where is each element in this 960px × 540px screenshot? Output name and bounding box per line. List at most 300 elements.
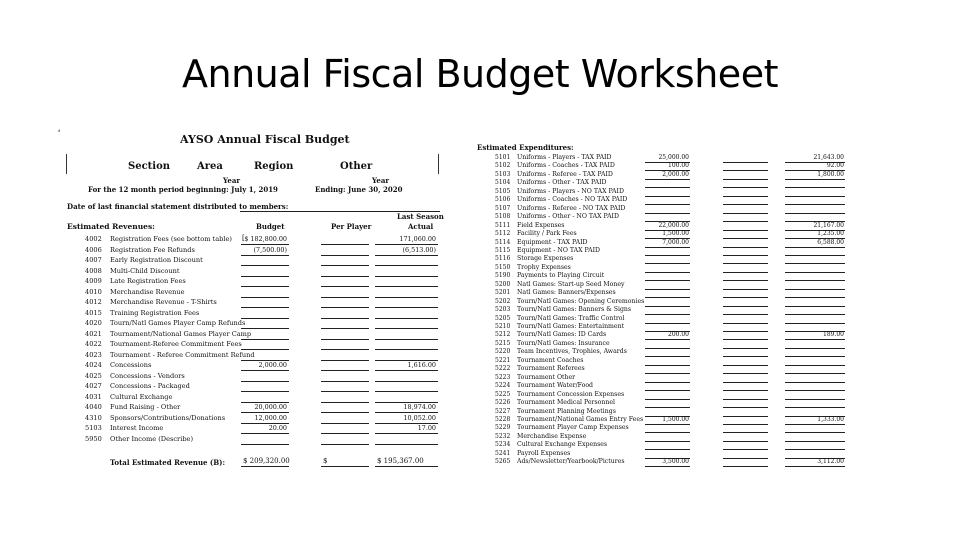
expense-budget-line bbox=[645, 323, 690, 324]
revenue-label: Tournament - Referee Commitment Refund bbox=[110, 350, 255, 359]
per-player-input-line bbox=[321, 255, 369, 256]
expense-budget-line bbox=[645, 196, 690, 197]
expense-label: Natl Games: Banners/Expenses bbox=[517, 289, 616, 297]
budget-input-line bbox=[241, 444, 289, 445]
revenue-code: 4006 bbox=[85, 245, 102, 254]
expense-code: 5220 bbox=[495, 348, 511, 356]
column-area: Area bbox=[197, 161, 223, 172]
per-player-input-line bbox=[321, 318, 369, 319]
expense-code: 5205 bbox=[495, 314, 511, 322]
expense-label: Uniforms - Other - TAX PAID bbox=[517, 179, 607, 187]
expense-actual-line bbox=[785, 255, 845, 256]
expense-label: Tournament Planning Meetings bbox=[517, 407, 616, 415]
expense-budget-line bbox=[645, 407, 690, 408]
actual-value: 1,616.00 bbox=[407, 361, 436, 369]
expense-budget-line bbox=[645, 187, 690, 188]
expense-label: Tournament Water/Food bbox=[517, 382, 594, 390]
per-player-input-line bbox=[321, 444, 369, 445]
expense-label: Tournament Other bbox=[517, 373, 576, 381]
last-statement-line: Date of last financial statement distributed to members: bbox=[67, 202, 289, 211]
budget-input-line bbox=[241, 265, 289, 266]
expense-label: Facility / Park Fees bbox=[517, 230, 577, 238]
revenue-label: Concessions bbox=[110, 361, 152, 369]
budget-value: $ 182,800.00 bbox=[244, 235, 287, 243]
actual-value: 10,052.00 bbox=[403, 413, 436, 422]
expense-label: Trophy Expenses bbox=[517, 263, 571, 271]
expense-budget-line bbox=[645, 306, 690, 307]
expense-label: Uniforms - Coaches - NO TAX PAID bbox=[517, 196, 628, 204]
revenue-label: Sponsors/Contributions/Donations bbox=[110, 413, 226, 422]
expense-label: Uniforms - Referee - TAX PAID bbox=[517, 170, 613, 178]
actual-input-line bbox=[375, 244, 438, 245]
revenues-header: Estimated Revenues: bbox=[67, 222, 155, 231]
expense-per-player-line bbox=[723, 221, 768, 222]
expense-code: 5215 bbox=[495, 339, 511, 347]
expense-budget-line bbox=[645, 365, 690, 366]
expense-actual-value: 189.00 bbox=[823, 331, 844, 339]
expense-per-player-line bbox=[723, 247, 768, 248]
expense-budget-line bbox=[645, 449, 690, 450]
actual-value: (6,513.00) bbox=[402, 245, 436, 254]
budget-input-line bbox=[241, 412, 289, 413]
expense-code: 5212 bbox=[495, 331, 511, 339]
revenue-label: Other Income (Describe) bbox=[110, 434, 194, 443]
expense-label: Uniforms - Referee - NO TAX PAID bbox=[517, 204, 626, 212]
revenue-label: Fund Raising - Other bbox=[110, 403, 181, 411]
expense-actual-line bbox=[785, 306, 845, 307]
expense-actual-line bbox=[785, 424, 845, 425]
per-player-input-line bbox=[321, 265, 369, 266]
expense-code: 5101 bbox=[495, 154, 511, 161]
expense-per-player-line bbox=[723, 432, 768, 433]
budget-input-line bbox=[241, 328, 289, 329]
expense-budget-value: 1,500.00 bbox=[662, 415, 689, 423]
column-divider bbox=[438, 154, 439, 174]
expense-budget-value: 1,500.00 bbox=[662, 230, 689, 238]
expense-actual-line bbox=[785, 407, 845, 408]
expense-per-player-line bbox=[723, 449, 768, 450]
revenue-label: Tournament-Referee Commitment Fees bbox=[110, 340, 242, 348]
expense-per-player-line bbox=[723, 238, 768, 239]
expense-actual-line bbox=[785, 382, 845, 383]
expense-code: 5200 bbox=[495, 280, 511, 288]
expense-budget-value: 7,000.00 bbox=[662, 238, 689, 246]
revenue-code: 5103 bbox=[85, 424, 102, 432]
expense-budget-line bbox=[645, 263, 690, 264]
last-season-header-2: Actual bbox=[408, 222, 434, 231]
revenue-code: 4021 bbox=[85, 329, 102, 338]
expense-code: 5225 bbox=[495, 390, 511, 398]
revenue-label: Concessions - Packaged bbox=[110, 382, 190, 390]
expense-code: 5150 bbox=[495, 263, 511, 271]
expense-per-player-line bbox=[723, 416, 768, 417]
revenue-code: 4022 bbox=[85, 340, 102, 348]
budget-input-line bbox=[241, 370, 289, 371]
revenue-code: 4031 bbox=[85, 392, 102, 401]
expense-label: Payroll Expenses bbox=[517, 449, 571, 457]
worksheet-title: AYSO Annual Fiscal Budget bbox=[180, 133, 350, 146]
actual-input-line bbox=[375, 433, 438, 434]
expense-budget-line bbox=[645, 247, 690, 248]
actual-input-line bbox=[375, 444, 438, 445]
expense-code: 5114 bbox=[495, 238, 511, 246]
expense-label: Tournament Coaches bbox=[517, 356, 584, 364]
budget-input-line bbox=[241, 276, 289, 277]
actual-input-line bbox=[375, 276, 438, 277]
expense-actual-line bbox=[785, 399, 845, 400]
expense-per-player-line bbox=[723, 263, 768, 264]
total-per-player-value: $ bbox=[323, 457, 328, 465]
budget-input-line bbox=[241, 244, 289, 245]
expense-code: 5229 bbox=[495, 424, 511, 432]
expense-budget-line bbox=[645, 280, 690, 281]
per-player-input-line bbox=[321, 402, 369, 403]
expense-label: Tourn/Natl Games: ID Cards bbox=[517, 331, 607, 339]
revenue-code: 4015 bbox=[85, 308, 102, 317]
expense-label: Tourn/Natl Games: Entertainment bbox=[517, 323, 625, 330]
budget-value: 2,000.00 bbox=[258, 361, 287, 369]
expense-budget-line bbox=[645, 348, 690, 349]
column-divider bbox=[66, 154, 67, 174]
expense-per-player-line bbox=[723, 424, 768, 425]
expense-code: 5102 bbox=[495, 162, 511, 170]
budget-input-line bbox=[241, 349, 289, 350]
expense-label: Payments to Playing Circuit bbox=[517, 272, 605, 280]
revenue-code: 4008 bbox=[85, 266, 102, 275]
expense-budget-line bbox=[645, 314, 690, 315]
revenue-label: Cultural Exchange bbox=[110, 392, 173, 401]
expense-actual-value: 1,800.00 bbox=[817, 170, 844, 178]
expense-code: 5203 bbox=[495, 306, 511, 314]
per-player-input-line bbox=[321, 328, 369, 329]
expense-actual-line bbox=[785, 432, 845, 433]
revenue-code: 4009 bbox=[85, 277, 102, 285]
expense-actual-line bbox=[785, 449, 845, 450]
expense-code: 5104 bbox=[495, 179, 511, 187]
expense-code: 5108 bbox=[495, 213, 511, 221]
budget-input-line bbox=[241, 307, 289, 308]
per-player-input-line bbox=[321, 423, 369, 424]
expense-code: 5190 bbox=[495, 272, 511, 280]
budget-input-line bbox=[241, 286, 289, 287]
expense-budget-line bbox=[645, 432, 690, 433]
expense-code: 5115 bbox=[495, 246, 511, 254]
expense-budget-line bbox=[645, 204, 690, 205]
expense-budget-line bbox=[645, 373, 690, 374]
column-section: Section bbox=[128, 161, 171, 172]
expense-per-player-line bbox=[723, 179, 768, 180]
expense-budget-value: 22,000.00 bbox=[658, 221, 689, 229]
revenue-label: Merchandise Revenue bbox=[110, 287, 185, 296]
revenue-code: 4024 bbox=[85, 361, 102, 369]
expense-actual-line bbox=[785, 247, 845, 248]
expense-actual-line bbox=[785, 348, 845, 349]
revenue-code: 4310 bbox=[85, 413, 102, 422]
expense-per-player-line bbox=[723, 280, 768, 281]
budget-value: 20,000.00 bbox=[254, 403, 287, 411]
expense-actual-line bbox=[785, 390, 845, 391]
total-actual-rule bbox=[375, 466, 438, 467]
expense-label: Storage Expenses bbox=[517, 255, 574, 263]
per-player-input-line bbox=[321, 370, 369, 371]
expense-code: 5106 bbox=[495, 196, 511, 204]
slide-title: Annual Fiscal Budget Worksheet bbox=[182, 52, 778, 96]
expense-budget-line bbox=[645, 382, 690, 383]
budget-value: 12,000.00 bbox=[254, 413, 287, 422]
revenue-code: 4023 bbox=[85, 350, 102, 359]
total-per-player-rule bbox=[321, 466, 369, 467]
expense-per-player-line bbox=[723, 255, 768, 256]
expense-budget-value: 100.00 bbox=[668, 162, 689, 170]
last-season-header-1: Last Season bbox=[397, 212, 444, 221]
expense-label: Ads/Newsletter/Yearbook/Pictures bbox=[517, 458, 625, 466]
expenditures-header: Estimated Expenditures: bbox=[477, 143, 574, 152]
expense-budget-line bbox=[645, 466, 690, 467]
revenue-code: 5950 bbox=[85, 434, 102, 443]
expense-actual-value: 92.00 bbox=[826, 162, 844, 170]
per-player-input-line bbox=[321, 381, 369, 382]
expense-budget-line bbox=[645, 289, 690, 290]
expense-per-player-line bbox=[723, 323, 768, 324]
budget-header: Budget bbox=[256, 222, 285, 231]
budget-input-line bbox=[241, 391, 289, 392]
expense-label: Uniforms - Players - NO TAX PAID bbox=[517, 187, 624, 195]
ending-line: Ending: June 30, 2020 bbox=[315, 185, 403, 194]
expense-actual-line bbox=[785, 280, 845, 281]
expense-budget-line bbox=[645, 339, 690, 340]
expense-per-player-line bbox=[723, 297, 768, 298]
per-player-input-line bbox=[321, 391, 369, 392]
year-label-right: Year bbox=[372, 176, 390, 185]
expense-label: Uniforms - Coaches - TAX PAID bbox=[517, 162, 615, 170]
period-line: For the 12 month period beginning: July 1, 2019 bbox=[88, 185, 278, 194]
expense-actual-value: 1,235.00 bbox=[817, 230, 844, 238]
per-player-input-line bbox=[321, 244, 369, 245]
budget-input-line bbox=[241, 381, 289, 382]
revenue-code: 4027 bbox=[85, 382, 102, 390]
budget-input-line bbox=[241, 297, 289, 298]
expense-actual-line bbox=[785, 289, 845, 290]
expense-budget-line bbox=[645, 213, 690, 214]
expense-label: Uniforms - Players - TAX PAID bbox=[517, 154, 612, 161]
total-budget-value: $ 209,320.00 bbox=[243, 457, 290, 465]
per-player-input-line bbox=[321, 360, 369, 361]
expense-budget-value: 25,000.00 bbox=[658, 154, 689, 161]
expense-label: Team Incentives, Trophies, Awards bbox=[517, 348, 627, 356]
expense-actual-line bbox=[785, 373, 845, 374]
expense-label: Tournament Medical Personnel bbox=[517, 399, 616, 407]
actual-input-line bbox=[375, 286, 438, 287]
actual-input-line bbox=[375, 255, 438, 256]
expense-per-player-line bbox=[723, 390, 768, 391]
expense-per-player-line bbox=[723, 272, 768, 273]
per-player-input-line bbox=[321, 297, 369, 298]
expense-per-player-line bbox=[723, 399, 768, 400]
expense-code: 5202 bbox=[495, 297, 511, 305]
year-label-left: Year bbox=[223, 176, 241, 185]
expense-label: Equipment - NO TAX PAID bbox=[517, 246, 600, 254]
expense-code: 5265 bbox=[495, 458, 511, 466]
expense-per-player-line bbox=[723, 204, 768, 205]
total-budget-rule bbox=[241, 466, 289, 467]
actual-input-line bbox=[375, 318, 438, 319]
expense-budget-value: 2,000.00 bbox=[662, 170, 689, 178]
expense-per-player-line bbox=[723, 365, 768, 366]
expense-per-player-line bbox=[723, 441, 768, 442]
expense-code: 5232 bbox=[495, 432, 511, 440]
actual-input-line bbox=[375, 307, 438, 308]
expense-label: Tournament/National Games Entry Fees bbox=[517, 415, 644, 423]
expense-per-player-line bbox=[723, 458, 768, 459]
per-player-input-line bbox=[321, 276, 369, 277]
expense-per-player-line bbox=[723, 407, 768, 408]
expense-actual-value: 3,112.00 bbox=[817, 458, 844, 466]
per-player-input-line bbox=[321, 349, 369, 350]
revenue-code: 4010 bbox=[85, 287, 102, 296]
expense-code: 5227 bbox=[495, 407, 511, 415]
expense-budget-line bbox=[645, 399, 690, 400]
expense-per-player-line bbox=[723, 348, 768, 349]
revenue-label: Interest Income bbox=[110, 424, 164, 432]
revenue-label: Tourn/Natl Games Player Camp Refunds bbox=[110, 319, 246, 327]
first-row-bracket: [ bbox=[242, 234, 245, 242]
expense-actual-line bbox=[785, 204, 845, 205]
expense-budget-line bbox=[645, 255, 690, 256]
revenue-label: Early Registration Discount bbox=[110, 256, 203, 264]
expense-actual-value: 21,167.00 bbox=[813, 221, 844, 229]
expense-code: 5223 bbox=[495, 373, 511, 381]
budget-input-line bbox=[241, 339, 289, 340]
per-player-input-line bbox=[321, 307, 369, 308]
expense-per-player-line bbox=[723, 466, 768, 467]
expense-budget-line bbox=[645, 272, 690, 273]
expense-per-player-line bbox=[723, 382, 768, 383]
actual-input-line bbox=[375, 381, 438, 382]
expense-actual-line bbox=[785, 179, 845, 180]
expense-label: Tourn/Natl Games: Banners & Signs bbox=[517, 306, 632, 314]
expense-label: Uniforms - Other - NO TAX PAID bbox=[517, 213, 619, 221]
expense-actual-line bbox=[785, 365, 845, 366]
expense-label: Tourn/Natl Games: Insurance bbox=[517, 339, 610, 347]
expense-per-player-line bbox=[723, 289, 768, 290]
expense-per-player-line bbox=[723, 162, 768, 163]
expense-actual-line bbox=[785, 272, 845, 273]
column-other: Other bbox=[340, 161, 373, 172]
budget-value: (7,500.00) bbox=[253, 245, 287, 254]
expense-code: 5226 bbox=[495, 399, 511, 407]
expense-budget-value: 200.00 bbox=[668, 331, 689, 339]
expense-per-player-line bbox=[723, 213, 768, 214]
expense-code: 5112 bbox=[495, 230, 511, 238]
expense-budget-line bbox=[645, 424, 690, 425]
per-player-input-line bbox=[321, 339, 369, 340]
expense-per-player-line bbox=[723, 196, 768, 197]
expense-code: 5221 bbox=[495, 356, 511, 364]
revenue-code: 4012 bbox=[85, 298, 102, 306]
revenue-label: Late Registration Fees bbox=[110, 277, 186, 285]
expense-actual-line bbox=[785, 466, 845, 467]
expense-budget-value: 3,500.00 bbox=[662, 458, 689, 466]
expense-actual-line bbox=[785, 314, 845, 315]
budget-input-line bbox=[241, 433, 289, 434]
budget-worksheet bbox=[55, 126, 915, 471]
expense-actual-line bbox=[785, 297, 845, 298]
actual-input-line bbox=[375, 391, 438, 392]
expense-label: Tournament Player Camp Expenses bbox=[517, 424, 629, 432]
revenue-label: Concessions - Vendors bbox=[110, 371, 185, 380]
expense-actual-line bbox=[785, 187, 845, 188]
actual-input-line bbox=[375, 370, 438, 371]
expense-per-player-line bbox=[723, 306, 768, 307]
expense-code: 5103 bbox=[495, 170, 511, 178]
expense-code: 5105 bbox=[495, 187, 511, 195]
per-player-input-line bbox=[321, 286, 369, 287]
expense-code: 5116 bbox=[495, 255, 511, 263]
expense-label: Tournament Referees bbox=[517, 365, 585, 373]
expense-code: 5222 bbox=[495, 365, 511, 373]
budget-input-line bbox=[241, 318, 289, 319]
revenue-label: Tournament/National Games Player Camp bbox=[110, 329, 252, 338]
expense-per-player-line bbox=[723, 314, 768, 315]
expense-code: 5107 bbox=[495, 204, 511, 212]
expense-per-player-line bbox=[723, 356, 768, 357]
actual-input-line bbox=[375, 412, 438, 413]
expense-actual-value: 1,333.00 bbox=[817, 415, 844, 423]
budget-input-line bbox=[241, 255, 289, 256]
total-revenue-label: Total Estimated Revenue (B): bbox=[110, 458, 226, 467]
expense-code: 5234 bbox=[495, 441, 511, 449]
actual-input-line bbox=[375, 349, 438, 350]
expense-code: 5111 bbox=[495, 221, 511, 229]
expense-label: Equipment - TAX PAID bbox=[517, 238, 588, 246]
revenue-code: 4025 bbox=[85, 371, 102, 380]
expense-per-player-line bbox=[723, 339, 768, 340]
expense-per-player-line bbox=[723, 331, 768, 332]
revenue-code: 4020 bbox=[85, 319, 102, 327]
expense-label: Field Expenses bbox=[517, 221, 565, 229]
per-player-input-line bbox=[321, 433, 369, 434]
budget-value: 20.00 bbox=[268, 424, 287, 432]
actual-value: 18,974.00 bbox=[403, 403, 436, 411]
per-player-header: Per Player bbox=[331, 222, 372, 231]
actual-value: 17.00 bbox=[417, 424, 436, 432]
expense-per-player-line bbox=[723, 170, 768, 171]
actual-input-line bbox=[375, 265, 438, 266]
expense-code: 5241 bbox=[495, 449, 511, 457]
revenue-code: 4002 bbox=[85, 235, 102, 243]
actual-value: 171,060.00 bbox=[399, 235, 436, 243]
expense-actual-line bbox=[785, 339, 845, 340]
expense-actual-line bbox=[785, 213, 845, 214]
expense-actual-value: 6,588.00 bbox=[817, 238, 844, 246]
total-actual-value: $ 195,367.00 bbox=[377, 457, 424, 465]
expense-label: Tournament Concession Expenses bbox=[517, 390, 625, 398]
expense-code: 5224 bbox=[495, 382, 511, 390]
expense-label: Tourn/Natl Games: Opening Ceremonies bbox=[517, 297, 645, 305]
actual-input-line bbox=[375, 328, 438, 329]
revenue-label: Registration Fees (see bottom table) bbox=[110, 235, 232, 243]
expense-budget-line bbox=[645, 390, 690, 391]
actual-input-line bbox=[375, 339, 438, 340]
expense-budget-line bbox=[645, 356, 690, 357]
expense-actual-line bbox=[785, 323, 845, 324]
expense-per-player-line bbox=[723, 373, 768, 374]
expense-label: Tourn/Natl Games: Traffic Control bbox=[517, 314, 625, 322]
expense-code: 5201 bbox=[495, 289, 511, 297]
expense-code: 5228 bbox=[495, 415, 511, 423]
actual-input-line bbox=[375, 297, 438, 298]
expense-per-player-line bbox=[723, 187, 768, 188]
